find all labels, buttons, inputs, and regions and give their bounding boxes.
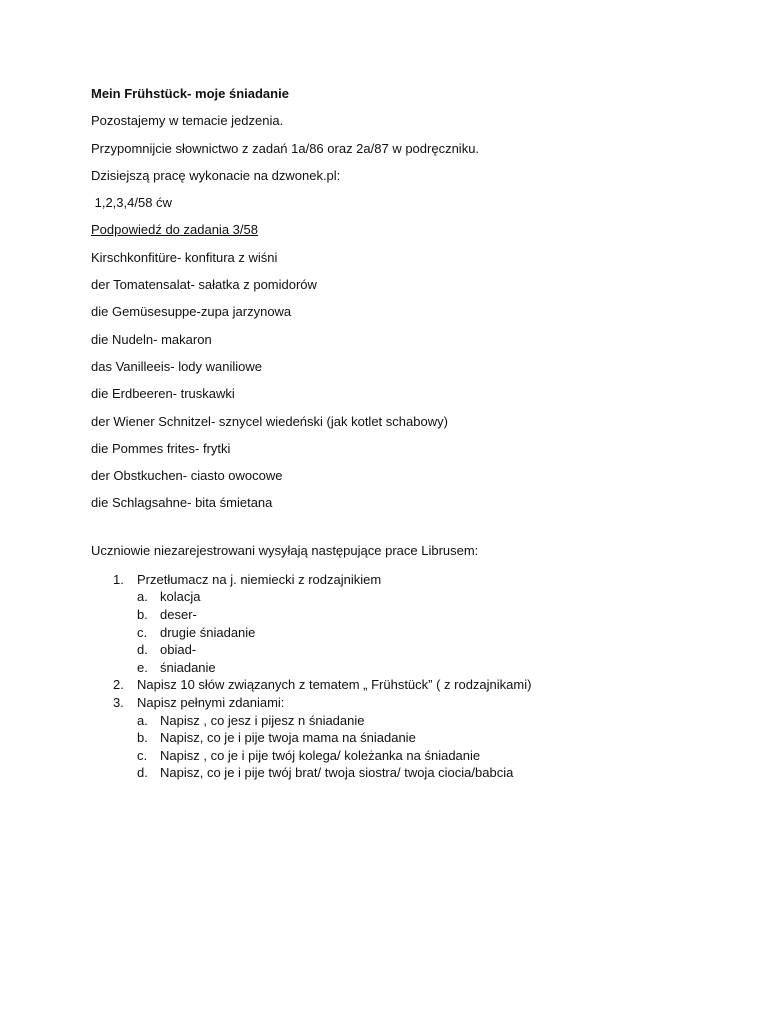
task-list	[91, 571, 691, 782]
subtask-letter: d.	[137, 765, 148, 781]
subtask-item	[91, 712, 691, 730]
subtask-text: Napisz, co je i pije twoja mama na śniadanie	[160, 730, 416, 746]
vocabulary-item: die Nudeln- makaron	[91, 331, 212, 347]
subtask-letter: b.	[137, 606, 148, 622]
subtask-text: śniadanie	[160, 659, 216, 675]
subtask-letter: c.	[137, 747, 148, 763]
subtask-item	[91, 729, 691, 747]
subtask-item	[91, 588, 691, 606]
vocabulary-item: die Schlagsahne- bita śmietana	[91, 495, 273, 511]
intro-line: Przypomnijcie słownictwo z zadań 1a/86 oraz 2a/87 w podręczniku.	[91, 140, 480, 156]
subtask-item	[91, 764, 691, 782]
vocabulary-item: die Gemüsesuppe-zupa jarzynowa	[91, 304, 292, 320]
task-item	[91, 694, 691, 712]
subtask-letter: a.	[137, 712, 148, 728]
subtask-text: drugie śniadanie	[160, 624, 256, 640]
subtask-letter: c.	[137, 624, 148, 640]
document-title: Mein Frühstück- moje śniadanie	[91, 86, 289, 101]
blank-line	[91, 523, 691, 543]
subtask-text: Napisz , co je i pije twój kolega/ koleżanka na śniadanie	[160, 747, 481, 763]
subtask-letter: d.	[137, 642, 148, 658]
vocabulary-item: Kirschkonfitüre- konfitura z wiśni	[91, 249, 278, 265]
intro-line: Dzisiejszą pracę wykonacie na dzwonek.pl:	[91, 167, 341, 183]
subtask-item	[91, 659, 691, 677]
task-text: Przetłumacz na j. niemiecki z rodzajnikiem	[137, 571, 382, 587]
subtask-text: kolacja	[160, 589, 201, 605]
task-text: Napisz pełnymi zdaniami:	[137, 694, 285, 710]
vocabulary-item: der Tomatensalat- sałatka z pomidorów	[91, 277, 317, 293]
subtask-letter: b.	[137, 730, 148, 746]
vocabulary-item: der Wiener Schnitzel- sznycel wiedeński (jak kotlet schabowy)	[91, 413, 448, 429]
subtask-letter: a.	[137, 589, 148, 605]
vocabulary-item: die Pommes frites- frytki	[91, 440, 231, 456]
subtask-text: obiad-	[160, 642, 197, 658]
vocabulary-item: die Erdbeeren- truskawki	[91, 386, 235, 402]
task-text: Napisz 10 słów związanych z tematem „ Frühstück” ( z rodzajnikami)	[137, 677, 532, 693]
subtask-text: Napisz , co jesz i pijesz n śniadanie	[160, 712, 365, 728]
subtask-text: Napisz, co je i pije twój brat/ twoja siostra/ twoja ciocia/babcia	[160, 765, 514, 781]
subtask-item	[91, 624, 691, 642]
vocabulary-item: der Obstkuchen- ciasto owocowe	[91, 468, 283, 484]
exercise-numbers: 1,2,3,4/58 ćw	[91, 195, 172, 211]
vocabulary-item: das Vanilleeis- lody waniliowe	[91, 358, 263, 374]
vocabulary-list	[91, 250, 691, 523]
subtask-letter: e.	[137, 659, 148, 675]
intro-line: Pozostajemy w temacie jedzenia.	[91, 113, 284, 129]
tasks-intro: Uczniowie niezarejestrowani wysyłają następujące prace Librusem:	[91, 542, 479, 558]
task-number: 3.	[113, 694, 124, 710]
task-item	[91, 571, 691, 589]
task-number: 1.	[113, 571, 124, 587]
document-body	[91, 86, 691, 782]
subtask-item	[91, 747, 691, 765]
hint-heading-line	[91, 222, 691, 249]
subtask-item	[91, 641, 691, 659]
task-item	[91, 676, 691, 694]
task-number: 2.	[113, 677, 124, 693]
hint-heading: Podpowiedź do zadania 3/58	[91, 222, 258, 238]
subtask-item	[91, 606, 691, 624]
subtask-text: deser-	[160, 606, 197, 622]
